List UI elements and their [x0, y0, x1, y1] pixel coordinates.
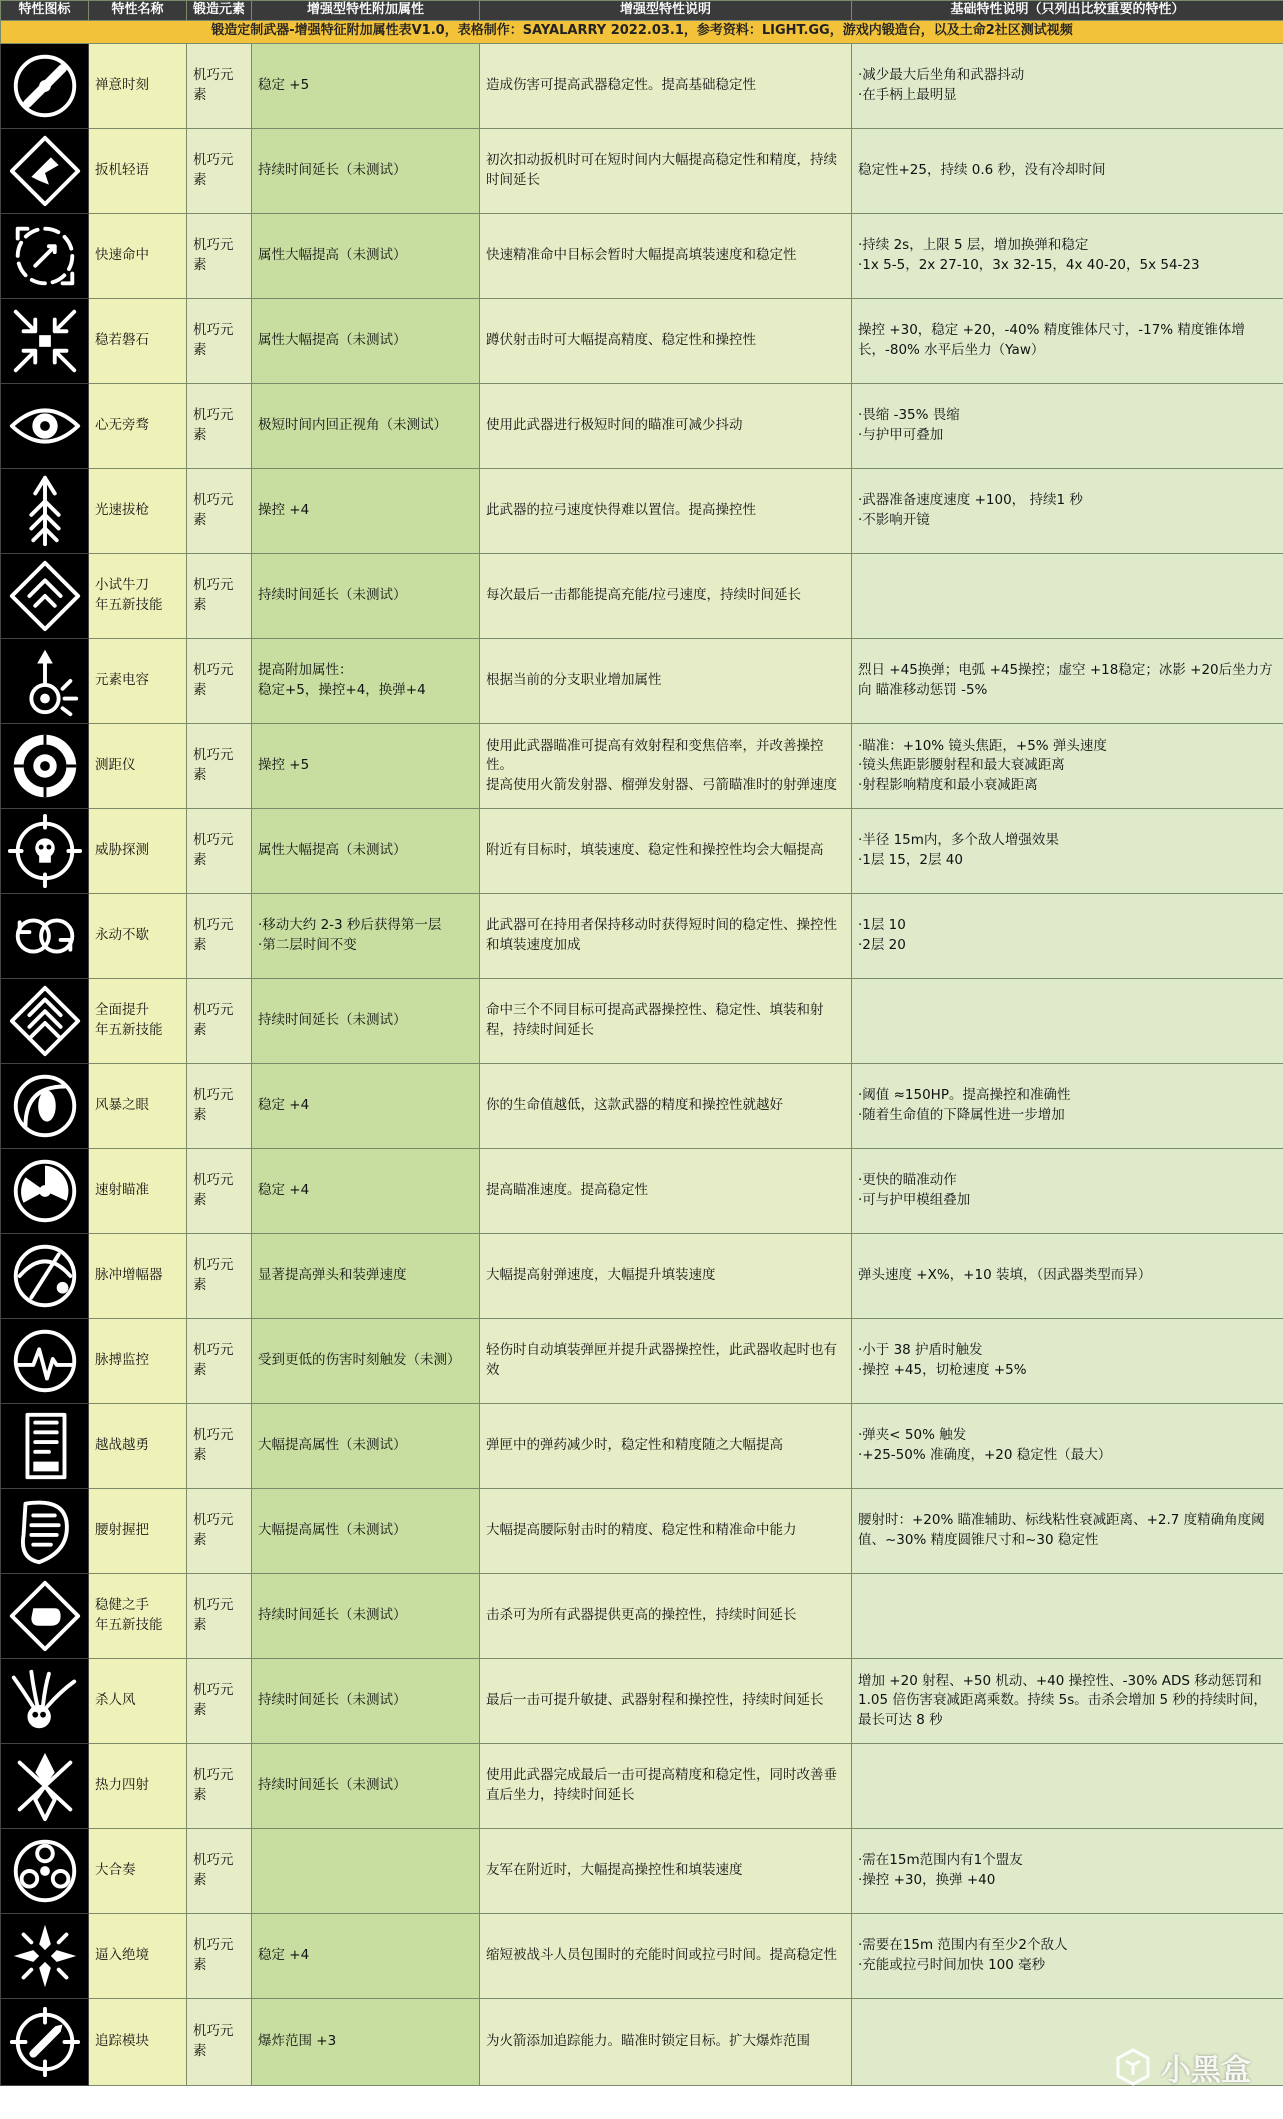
- perk-name: 腰射握把: [89, 1488, 187, 1573]
- perk-enhanced-attr: 持续时间延长（未测试）: [252, 553, 480, 638]
- perk-icon-cell: [1, 978, 89, 1063]
- perk-icon-cell: [1, 1828, 89, 1913]
- perk-enhanced-desc: 蹲伏射击时可大幅提高精度、稳定性和操控性: [480, 298, 852, 383]
- perk-element: 机巧元素: [187, 1743, 252, 1828]
- perk-enhanced-desc: 初次扣动扳机时可在短时间内大幅提高稳定性和精度，持续时间延长: [480, 128, 852, 213]
- perk-enhanced-desc: 附近有目标时，填装速度、稳定性和操控性均会大幅提高: [480, 808, 852, 893]
- perk-base-desc: 操控 +30，稳定 +20，-40% 精度锥体尺寸，-17% 精度锥体增长，-80% 水平后坐力（Yaw）: [852, 298, 1283, 383]
- perk-name: 永动不歇: [89, 893, 187, 978]
- target-slash-icon: [6, 47, 84, 125]
- perk-enhanced-attr: 大幅提高属性（未测试）: [252, 1488, 480, 1573]
- perk-element: 机巧元素: [187, 808, 252, 893]
- perk-name: 光速拔枪: [89, 468, 187, 553]
- perk-enhanced-desc: 大幅提高腰际射击时的精度、稳定性和精准命中能力: [480, 1488, 852, 1573]
- perk-element: 机巧元素: [187, 1063, 252, 1148]
- arrows-inward-icon: [6, 302, 84, 380]
- perk-base-desc: ·半径 15m内，多个敌人增强效果 ·1层 15，2层 40: [852, 808, 1283, 893]
- ensemble-icon: [6, 1832, 84, 1910]
- perk-enhanced-attr: 显著提高弹头和装弹速度: [252, 1233, 480, 1318]
- perk-row: [1, 893, 1283, 978]
- perk-row: [1, 808, 1283, 893]
- perk-name: 大合奏: [89, 1828, 187, 1913]
- perk-row: [1, 128, 1283, 213]
- perk-base-desc: 增加 +20 射程、+50 机动、+40 操控性、-30% ADS 移动惩罚和 1.05 倍伤害衰减距离乘数。持续 5s。击杀会增加 5 秒的持续时间，最长可达 8 秒: [852, 1658, 1283, 1743]
- tracking-module-icon: [6, 2003, 84, 2081]
- perk-enhanced-attr: 稳定 +5: [252, 43, 480, 128]
- perk-base-desc: ·武器准备速度速度 +100， 持续1 秒 ·不影响开镜: [852, 468, 1283, 553]
- perk-base-desc: ·更快的瞄准动作 ·可与护甲模组叠加: [852, 1148, 1283, 1233]
- perk-row: [1, 383, 1283, 468]
- perk-enhanced-desc: 此武器可在持用者保持移动时获得短时间的稳定性、操控性和填装速度加成: [480, 893, 852, 978]
- perk-icon-cell: [1, 128, 89, 213]
- grip-icon: [6, 1492, 84, 1570]
- col-header-attr: 增强型特性附加属性: [252, 1, 480, 21]
- header-row: [1, 1, 1283, 21]
- perk-name: 心无旁骛: [89, 383, 187, 468]
- perk-enhanced-desc: 大幅提高射弹速度，大幅提升填装速度: [480, 1233, 852, 1318]
- perk-row: [1, 1573, 1283, 1658]
- perk-enhanced-attr: 持续时间延长（未测试）: [252, 1573, 480, 1658]
- perk-name: 小试牛刀 年五新技能: [89, 553, 187, 638]
- perk-row: [1, 1998, 1283, 2085]
- perk-enhanced-desc: 命中三个不同目标可提高武器操控性、稳定性、填装和射程，持续时间延长: [480, 978, 852, 1063]
- perk-base-desc: ·小于 38 护盾时触发 ·操控 +45，切枪速度 +5%: [852, 1318, 1283, 1403]
- perk-element: 机巧元素: [187, 213, 252, 298]
- perk-row: [1, 1658, 1283, 1743]
- perk-name: 测距仪: [89, 723, 187, 808]
- perk-enhanced-attr: 受到更低的伤害时刻触发（未测）: [252, 1318, 480, 1403]
- perk-icon-cell: [1, 43, 89, 128]
- perk-icon-cell: [1, 638, 89, 723]
- trigger-whisper-icon: [6, 132, 84, 210]
- perk-base-desc: ·需在15m范围内有1个盟友 ·操控 +30，换弹 +40: [852, 1828, 1283, 1913]
- heartbeat-icon: [6, 1322, 84, 1400]
- perk-name: 威胁探测: [89, 808, 187, 893]
- perk-icon-cell: [1, 1743, 89, 1828]
- reload-chevron-icon: [6, 557, 84, 635]
- heat-rises-icon: [6, 1747, 84, 1825]
- perk-base-desc: ·持续 2s，上限 5 层，增加换弹和稳定 ·1x 5-5，2x 27-10，3x 32-15，4x 40-20，5x 54-23: [852, 213, 1283, 298]
- perk-base-desc: ·1层 10 ·2层 20: [852, 893, 1283, 978]
- perk-enhanced-attr: 稳定 +4: [252, 1148, 480, 1233]
- perk-enhanced-attr: 稳定 +4: [252, 1913, 480, 1998]
- perk-name: 元素电容: [89, 638, 187, 723]
- perk-row: [1, 1488, 1283, 1573]
- perk-name: 禅意时刻: [89, 43, 187, 128]
- perk-icon-cell: [1, 468, 89, 553]
- perk-row: [1, 638, 1283, 723]
- perk-element: 机巧元素: [187, 1403, 252, 1488]
- perk-enhanced-desc: 每次最后一击都能提高充能/拉弓速度，持续时间延长: [480, 553, 852, 638]
- perk-base-desc: [852, 978, 1283, 1063]
- perk-element: 机巧元素: [187, 43, 252, 128]
- notice-row: [1, 20, 1283, 43]
- perk-icon-cell: [1, 723, 89, 808]
- perk-enhanced-desc: 为火箭添加追踪能力。瞄准时锁定目标。扩大爆炸范围: [480, 1998, 852, 2085]
- col-header-desc: 增强型特性说明: [480, 1, 852, 21]
- perk-icon-cell: [1, 213, 89, 298]
- perk-element: 机巧元素: [187, 128, 252, 213]
- perk-enhanced-desc: 你的生命值越低，这款武器的精度和操控性就越好: [480, 1063, 852, 1148]
- perk-row: [1, 1403, 1283, 1488]
- feather-arrow-icon: [6, 472, 84, 550]
- skull-crosshair-icon: [6, 812, 84, 890]
- perk-element: 机巧元素: [187, 978, 252, 1063]
- perk-element: 机巧元素: [187, 298, 252, 383]
- perk-enhanced-attr: 属性大幅提高（未测试）: [252, 808, 480, 893]
- quick-aim-icon: [6, 1152, 84, 1230]
- perk-enhanced-attr: 操控 +5: [252, 723, 480, 808]
- perk-element: 机巧元素: [187, 1233, 252, 1318]
- perk-enhanced-attr: 持续时间延长（未测试）: [252, 1658, 480, 1743]
- perk-enhanced-attr: 持续时间延长（未测试）: [252, 128, 480, 213]
- perk-name: 全面提升 年五新技能: [89, 978, 187, 1063]
- perk-row: [1, 298, 1283, 383]
- pulse-amp-icon: [6, 1237, 84, 1315]
- notice-banner: 锻造定制武器-增强特征附加属性表V1.0，表格制作：SAYALARRY 2022.03.1，参考资料：LIGHT.GG，游戏内锻造台，以及土命2社区测试视频: [1, 20, 1283, 43]
- perk-icon-cell: [1, 1063, 89, 1148]
- col-header-element: 锻造元素: [187, 1, 252, 21]
- perk-name: 杀人风: [89, 1658, 187, 1743]
- perk-icon-cell: [1, 1913, 89, 1998]
- rangefinder-icon: [6, 727, 84, 805]
- perk-icon-cell: [1, 1573, 89, 1658]
- perk-element: 机巧元素: [187, 1658, 252, 1743]
- winged-skull-icon: [6, 1662, 84, 1740]
- xiaoheihe-logo-icon: [1113, 2047, 1153, 2087]
- perk-icon-cell: [1, 298, 89, 383]
- perk-enhanced-desc: 使用此武器瞄准可提高有效射程和变焦倍率，并改善操控性。 提高使用火箭发射器、榴弹发射器、弓箭瞄准时的射弹速度: [480, 723, 852, 808]
- watermark-text: 小黑盒: [1161, 2053, 1251, 2088]
- perk-element: 机巧元素: [187, 1998, 252, 2085]
- perk-name: 热力四射: [89, 1743, 187, 1828]
- perk-enhanced-attr: 操控 +4: [252, 468, 480, 553]
- perk-name: 追踪模块: [89, 1998, 187, 2085]
- perk-enhanced-desc: 使用此武器完成最后一击可提高精度和稳定性，同时改善垂直后坐力，持续时间延长: [480, 1743, 852, 1828]
- rapid-hit-icon: [6, 217, 84, 295]
- perk-enhanced-desc: 根据当前的分支职业增加属性: [480, 638, 852, 723]
- perk-row: [1, 43, 1283, 128]
- perk-row: [1, 468, 1283, 553]
- perk-icon-cell: [1, 383, 89, 468]
- perk-base-desc: ·阈值 ≈150HP。提高操控和准确性 ·随着生命值的下降属性进一步增加: [852, 1063, 1283, 1148]
- perk-icon-cell: [1, 808, 89, 893]
- col-header-base: 基础特性说明（只列出比较重要的特性）: [852, 1, 1283, 21]
- perk-name: 稳若磐石: [89, 298, 187, 383]
- perk-enhanced-attr: ·移动大约 2-3 秒后获得第一层 ·第二层时间不变: [252, 893, 480, 978]
- perk-enhanced-attr: 持续时间延长（未测试）: [252, 1743, 480, 1828]
- perk-enhanced-desc: 友军在附近时，大幅提高操控性和填装速度: [480, 1828, 852, 1913]
- perk-base-desc: 烈日 +45换弹；电弧 +45操控；虚空 +18稳定；冰影 +20后坐力方向 瞄准移动惩罚 -5%: [852, 638, 1283, 723]
- surrounded-icon: [6, 1917, 84, 1995]
- perk-row: [1, 1828, 1283, 1913]
- perk-base-desc: ·畏缩 -35% 畏缩 ·与护甲可叠加: [852, 383, 1283, 468]
- perk-enhanced-desc: 造成伤害可提高武器稳定性。提高基础稳定性: [480, 43, 852, 128]
- perk-enhanced-desc: 提高瞄准速度。提高稳定性: [480, 1148, 852, 1233]
- perk-icon-cell: [1, 1998, 89, 2085]
- perk-name: 脉搏监控: [89, 1318, 187, 1403]
- perk-enhanced-desc: 轻伤时自动填装弹匣并提升武器操控性，此武器收起时也有效: [480, 1318, 852, 1403]
- magazine-icon: [6, 1407, 84, 1485]
- perk-element: 机巧元素: [187, 723, 252, 808]
- perk-element: 机巧元素: [187, 468, 252, 553]
- perk-row: [1, 1913, 1283, 1998]
- perk-icon-cell: [1, 553, 89, 638]
- element-burst-icon: [6, 642, 84, 720]
- perk-icon-cell: [1, 1658, 89, 1743]
- perk-icon-cell: [1, 1403, 89, 1488]
- perk-base-desc: [852, 553, 1283, 638]
- perk-enhanced-desc: 击杀可为所有武器提供更高的操控性，持续时间延长: [480, 1573, 852, 1658]
- perk-row: [1, 1743, 1283, 1828]
- perk-element: 机巧元素: [187, 553, 252, 638]
- perk-enhanced-desc: 此武器的拉弓速度快得难以置信。提高操控性: [480, 468, 852, 553]
- perk-name: 扳机轻语: [89, 128, 187, 213]
- perk-name: 脉冲增幅器: [89, 1233, 187, 1318]
- perk-name: 稳健之手 年五新技能: [89, 1573, 187, 1658]
- perk-base-desc: ·弹夹< 50% 触发 ·+25-50% 准确度，+20 稳定性（最大）: [852, 1403, 1283, 1488]
- perk-enhanced-desc: 使用此武器进行极短时间的瞄准可减少抖动: [480, 383, 852, 468]
- perk-element: 机巧元素: [187, 1828, 252, 1913]
- perk-enhanced-attr: 爆炸范围 +3: [252, 1998, 480, 2085]
- perk-base-desc: ·需要在15m 范围内有至少2个敌人 ·充能或拉弓时间加快 100 毫秒: [852, 1913, 1283, 1998]
- perk-enhanced-attr: 极短时间内回正视角（未测试）: [252, 383, 480, 468]
- perk-name: 快速命中: [89, 213, 187, 298]
- perk-element: 机巧元素: [187, 1148, 252, 1233]
- perk-icon-cell: [1, 893, 89, 978]
- perk-base-desc: [852, 1573, 1283, 1658]
- perk-icon-cell: [1, 1318, 89, 1403]
- perk-base-desc: ·减少最大后坐角和武器抖动 ·在手柄上最明显: [852, 43, 1283, 128]
- perk-icon-cell: [1, 1148, 89, 1233]
- perk-element: 机巧元素: [187, 1573, 252, 1658]
- perk-element: 机巧元素: [187, 638, 252, 723]
- perk-enhanced-desc: 快速精准命中目标会暂时大幅提高填装速度和稳定性: [480, 213, 852, 298]
- perpetual-motion-icon: [6, 897, 84, 975]
- perk-row: [1, 723, 1283, 808]
- perk-base-desc: [852, 1743, 1283, 1828]
- perk-name: 风暴之眼: [89, 1063, 187, 1148]
- storm-eye-icon: [6, 1067, 84, 1145]
- perk-row: [1, 213, 1283, 298]
- perk-enhanced-attr: [252, 1828, 480, 1913]
- perk-enhanced-desc: 弹匣中的弹药减少时，稳定性和精度随之大幅提高: [480, 1403, 852, 1488]
- perk-element: 机巧元素: [187, 893, 252, 978]
- perk-name: 速射瞄准: [89, 1148, 187, 1233]
- perk-enhanced-attr: 大幅提高属性（未测试）: [252, 1403, 480, 1488]
- perk-enhanced-attr: 稳定 +4: [252, 1063, 480, 1148]
- perk-name: 越战越勇: [89, 1403, 187, 1488]
- watermark: [1113, 2045, 1251, 2089]
- perk-row: [1, 978, 1283, 1063]
- perk-enhanced-desc: 最后一击可提升敏捷、武器射程和操控性，持续时间延长: [480, 1658, 852, 1743]
- eye-icon: [6, 387, 84, 465]
- perk-base-desc: 稳定性+25，持续 0.6 秒，没有冷却时间: [852, 128, 1283, 213]
- perk-icon-cell: [1, 1488, 89, 1573]
- perk-base-desc: 腰射时：+20% 瞄准辅助、标线粘性衰减距离、+2.7 度精确角度阈值、~30% 精度圆锥尺寸和~30 稳定性: [852, 1488, 1283, 1573]
- perk-row: [1, 1318, 1283, 1403]
- perk-element: 机巧元素: [187, 1488, 252, 1573]
- perk-element: 机巧元素: [187, 1913, 252, 1998]
- triple-chevron-icon: [6, 982, 84, 1060]
- perk-enhanced-attr: 提高附加属性： 稳定+5，操控+4，换弹+4: [252, 638, 480, 723]
- perk-base-desc: ·瞄准：+10% 镜头焦距，+5% 弹头速度 ·镜头焦距影腰射程和最大衰减距离 ·射程影响精度和最小衰减距离: [852, 723, 1283, 808]
- col-header-name: 特性名称: [89, 1, 187, 21]
- perk-element: 机巧元素: [187, 1318, 252, 1403]
- perk-enhanced-attr: 属性大幅提高（未测试）: [252, 213, 480, 298]
- perk-name: 逼入绝境: [89, 1913, 187, 1998]
- col-header-icon: 特性图标: [1, 1, 89, 21]
- perk-enhanced-attr: 属性大幅提高（未测试）: [252, 298, 480, 383]
- perk-enhanced-desc: 缩短被战斗人员包围时的充能时间或拉弓时间。提高稳定性: [480, 1913, 852, 1998]
- perk-element: 机巧元素: [187, 383, 252, 468]
- perk-base-desc: 弹头速度 +X%，+10 装填，（因武器类型而异）: [852, 1233, 1283, 1318]
- perk-row: [1, 1148, 1283, 1233]
- perk-enhanced-attr: 持续时间延长（未测试）: [252, 978, 480, 1063]
- perk-row: [1, 1063, 1283, 1148]
- perk-row: [1, 553, 1283, 638]
- perk-row: [1, 1233, 1283, 1318]
- steady-hand-icon: [6, 1577, 84, 1655]
- perk-icon-cell: [1, 1233, 89, 1318]
